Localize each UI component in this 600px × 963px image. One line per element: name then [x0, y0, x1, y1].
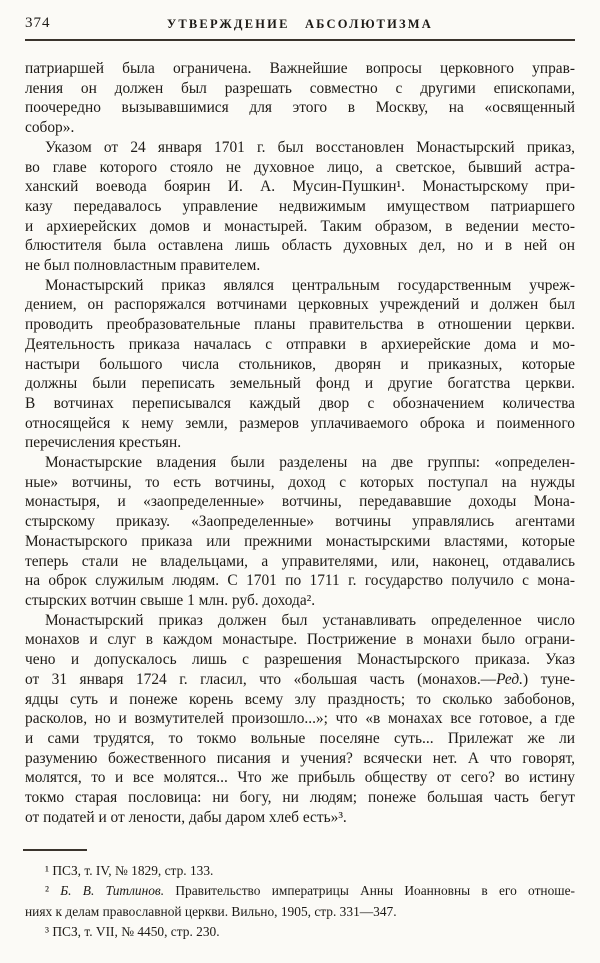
text-line: стырскому приказу. «Заопределенные» вотчины управлялись агентами — [25, 513, 575, 531]
text-line: Деятельность приказа началась с отправки в архиерейские дома и мо- — [25, 335, 575, 353]
text-line: монастыря, и «заопределенные» вотчины, передававшие доходы Мона- — [25, 493, 575, 511]
text-line: Монастырские владения были разделены на две группы: «определен- — [45, 454, 575, 472]
text-line: патриаршей была ограничена. Важнейшие вопросы церковного управ- — [25, 60, 575, 77]
text-line: во главе которого стояло не духовное лицо, а светское, бывший астра- — [25, 158, 575, 176]
text-line: блюстителя была оставлена лишь область духовных дел, но и в ней он — [25, 237, 575, 255]
text-line: ления он должен был разрешать совместно с другими епископами, — [25, 79, 575, 97]
text-line: ¹ ПСЗ, т. IV, № 1829, стр. 133. — [45, 863, 214, 878]
text-line: ниях к делам православной церкви. Вильно, 1905, стр. 331—347. — [25, 903, 397, 919]
paragraph — [25, 453, 575, 611]
body-text — [25, 59, 575, 827]
text-line: от податей и от лености, дабы даром хлеб есть»³. — [25, 808, 347, 826]
paragraph — [25, 59, 575, 138]
text-line: должны были переписать земельный фонд и другие богатства церкви. — [25, 375, 575, 393]
text-line: и сами трудятся, то токмо вольные поселяне суть... Прилежат же ли — [25, 729, 575, 747]
text-line: ² Б. В. Титлинов. Правительство императрицы Анны Иоанновны в его отноше- — [45, 883, 575, 899]
text-line: настыри большого числа стольников, дворян и приказных, которые — [25, 355, 575, 373]
text-line: разумению божественного писания и учения? всячески нет. А что говорят, — [25, 749, 575, 767]
text-line: расколов, но и возмутителей произошло...»; что «в монахах все готовое, а где — [25, 710, 575, 728]
text-line: чено и допускалось лишь с разрешения Монастырского приказа. Указ — [25, 651, 575, 669]
text-line: Монастырский приказ должен был устанавливать определенное число — [45, 611, 575, 629]
text-line: ³ ПСЗ, т. VII, № 4450, стр. 230. — [45, 924, 220, 940]
page-number: 374 — [25, 15, 51, 31]
text-line: и архиерейских домов и монастырей. Таким образом, в ведении место- — [25, 217, 575, 235]
text-line: собор». — [25, 119, 75, 137]
footnote-item — [25, 922, 575, 942]
text-line: ядцы суть и понеже корень всему злу праздность; то сколько забобонов, — [25, 690, 575, 708]
text-line: проводить преобразовательные планы правительства в отношении церкви. — [25, 316, 575, 334]
text-line: ханский воевода боярин И. А. Мусин-Пушкин¹. Монастырскому при- — [25, 178, 575, 196]
header-rule — [25, 39, 575, 41]
text-line: ные» вотчины, то есть вотчины, доход с которых поступал на нужды — [25, 473, 575, 491]
text-line: Монастырского приказа или прежними монастырскими властями, которые — [25, 532, 575, 550]
text-line: Указом от 24 января 1701 г. был восстановлен Монастырский приказ, — [45, 138, 575, 156]
text-line: казу передавалось управление недвижимым имуществом патриаршего — [25, 197, 575, 215]
text-line: монахов и слуг в каждом монастыре. Пострижение в монахи было ограни- — [25, 631, 575, 649]
text-line: перечисления крестьян. — [25, 434, 182, 452]
text-line: не был полновластным правителем. — [25, 257, 261, 275]
text-line: теперь стали не владельцами, а управителями, или, наконец, отдавались — [25, 552, 575, 570]
text-line: токмо старая пословица: ни богу, ни людям; понеже большая часть бегут — [25, 789, 575, 807]
footnote-item — [25, 881, 575, 922]
text-line: относящейся к нему земли, размеров уплачиваемого оброка и поименного — [25, 414, 575, 432]
text-line: В вотчинах переписывался каждый двор с обозначением количества — [25, 394, 575, 412]
paragraph — [25, 611, 575, 828]
footnotes — [25, 861, 575, 943]
text-line: Монастырский приказ являлся центральным государственным учреж- — [45, 276, 575, 294]
running-head-title: УТВЕРЖДЕНИЕ АБСОЛЮТИЗМА — [166, 17, 434, 31]
text-line: от 31 января 1724 г. гласил, что «большая часть (монахов.—Ред.) туне- — [25, 670, 575, 688]
footnote-separator — [23, 849, 87, 851]
text-line: дением, он распоряжался вотчинами церковных учреждений и должен был — [25, 296, 575, 314]
text-line: молятся, то и все молятся... Что же прибыль обществу от сего? во истину — [25, 769, 575, 787]
text-line: на оброк служилым людям. С 1701 по 1711 г. государство получило с мона- — [25, 572, 575, 590]
text-line: поочередно вызывавшимися для этого в Москву, на «освященный — [25, 99, 575, 117]
paragraph — [25, 138, 575, 276]
text-line: стырских вотчин свыше 1 млн. руб. дохода². — [25, 591, 316, 609]
paragraph — [25, 276, 575, 453]
footnote-item — [25, 861, 575, 881]
